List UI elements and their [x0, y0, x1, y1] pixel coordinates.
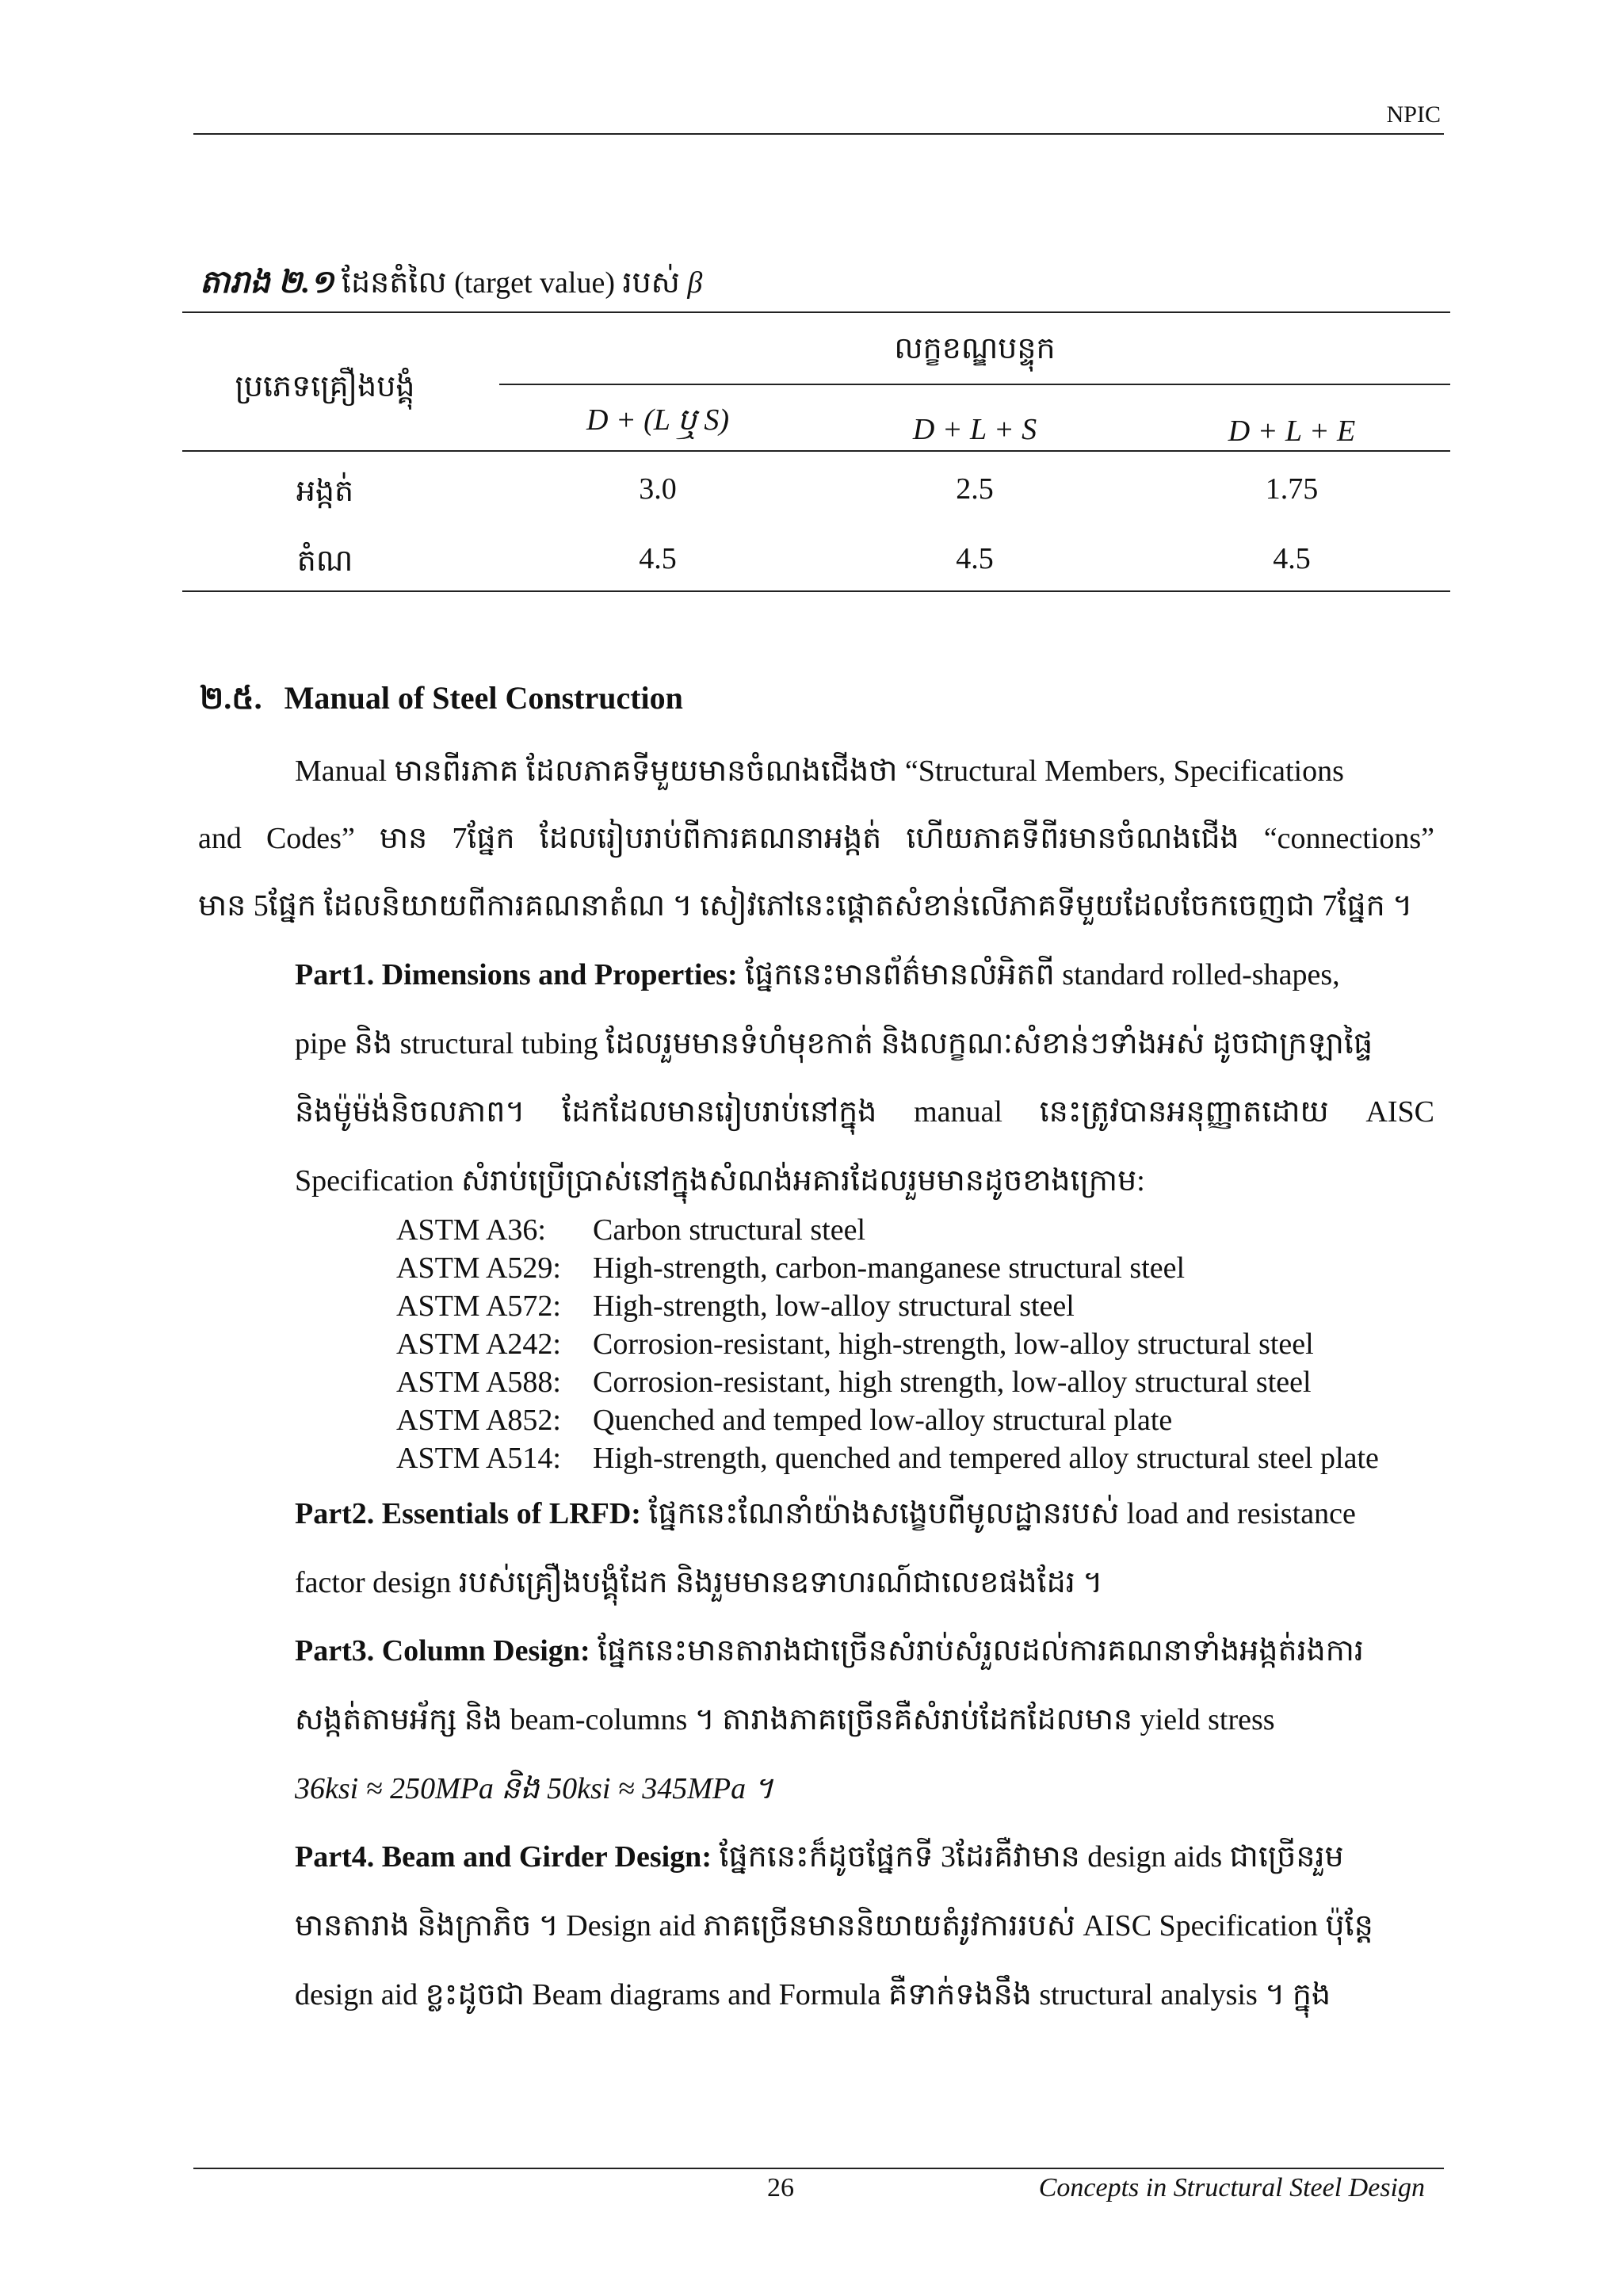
table-top-rule — [182, 311, 1450, 313]
table-group-rule — [499, 384, 1450, 385]
table-bottom-rule — [182, 590, 1450, 592]
part1-text: ផ្នែកនេះមានព័ត៌មានលំអិតពី standard rolled-shapes, — [737, 958, 1340, 991]
part4-line: design aid ខ្លះដូចជា Beam diagrams and Formula គឺទាក់ទងនឹង structural analysis ។ ក្នុង — [295, 1978, 1331, 2011]
part2-line — [295, 1494, 1434, 1538]
table-caption-symbol: β — [687, 266, 703, 300]
section-number: ២.៥. — [200, 680, 262, 716]
intro-line: and Codes” មាន 7ផ្នែក ដែលរៀបរាប់ពីការគណនាអង្កត់ ហើយភាគទីពីរមានចំណងជើង “connections” — [198, 822, 1434, 855]
table-col-header-2: D + L + S — [912, 413, 1037, 446]
intro-line: Manual មានពីរភាគ ដែលភាគទីមួយមានចំណងជើងថា “Structural Members, Specifications — [295, 755, 1344, 788]
section-title: Manual of Steel Construction — [284, 680, 683, 716]
part1-line: និងម៉ូម៉ង់និចលភាព។ ដែកដែលមានរៀបរាប់នៅក្នុង manual នេះត្រូវបានអនុញ្ញាតដោយ AISC — [295, 1095, 1434, 1129]
part1-label: Part1. Dimensions and Properties: — [295, 958, 738, 991]
page-number: 26 — [767, 2173, 794, 2202]
book-title: Concepts in Structural Steel Design — [1038, 2173, 1425, 2202]
part4-text: ផ្នែកនេះក៏ដូចផ្នែកទី 3ដែរគឺវាមាន design aids ជាច្រើនរួម — [711, 1840, 1344, 1874]
part1-line: Specification សំរាប់ប្រើប្រាស់នៅក្នុងសំណង់អគារដែលរួមមានដូចខាងក្រោម: — [295, 1164, 1145, 1198]
table-row-header: ប្រភេទគ្រឿងបង្គុំ — [235, 370, 415, 403]
steel-item: ASTM A36: Carbon structural steel — [396, 1213, 866, 1247]
table-cell: 3.0 — [639, 472, 677, 506]
part3-line — [295, 1631, 1434, 1675]
steel-item: ASTM A572: High-strength, low-alloy structural steel — [396, 1289, 1075, 1323]
part4-line — [295, 1837, 1434, 1881]
header-org: NPIC — [1386, 101, 1441, 128]
header-rule — [193, 133, 1444, 135]
steel-item: ASTM A852: Quenched and temped low-alloy structural plate — [396, 1404, 1173, 1437]
part2-line: factor design របស់គ្រឿងបង្គុំដែក និងរួមមានឧទាហរណ៍ជាលេខផងដែរ ។ — [295, 1566, 1103, 1599]
table-col-header-1: D + (L ឬ S) — [586, 403, 729, 437]
part3-label: Part3. Column Design: — [295, 1634, 590, 1668]
part4-label: Part4. Beam and Girder Design: — [295, 1840, 712, 1874]
table-caption-number: តារាង ២.១ — [200, 264, 334, 300]
table-row-label: អង្កត់ — [296, 475, 354, 508]
part1-line — [295, 955, 1434, 999]
intro-line: មាន 5ផ្នែក ដែលនិយាយពីការគណនាតំណ ។ សៀវភៅនេះផ្តោតសំខាន់លើភាគទីមួយដែលចែកចេញជា 7ផ្នែក ។ — [198, 889, 1413, 923]
table-cell: 1.75 — [1265, 472, 1319, 506]
table-group-header: លក្ខខណ្ឌបន្ទុក — [894, 332, 1056, 365]
table-header-rule — [182, 450, 1450, 452]
table-cell: 4.5 — [956, 542, 994, 575]
table-col-header-3: D + L + E — [1228, 415, 1356, 448]
table-cell: 4.5 — [639, 542, 677, 575]
section-heading — [200, 678, 683, 724]
table-cell: 4.5 — [1273, 542, 1311, 575]
table-caption — [200, 262, 702, 308]
steel-item: ASTM A529: High-strength, carbon-manganese structural steel — [396, 1251, 1186, 1285]
part3-line: សង្កត់តាមអ័ក្ស និង beam-columns ។ តារាងភាគច្រើនគឺសំរាប់ដែកដែលមាន yield stress — [295, 1703, 1275, 1736]
part1-line: pipe និង structural tubing ដែលរួមមានទំហំមុខកាត់ និងលក្ខណៈសំខាន់ៗទាំងអស់ ដូចជាក្រឡាផ្ទៃ — [295, 1027, 1373, 1060]
table-row-label: តំណ — [296, 544, 353, 578]
steel-item: ASTM A588: Corrosion-resistant, high strength, low-alloy structural steel — [396, 1366, 1312, 1399]
table-caption-text: ដែនតំលៃ (target value) របស់ — [341, 266, 680, 300]
part3-line: 36ksi ≈ 250MPa និង 50ksi ≈ 345MPa ។ — [295, 1772, 773, 1805]
table-cell: 2.5 — [956, 472, 994, 506]
part2-text: ផ្នែកនេះណែនាំយ៉ាងសង្ខេបពីមូលដ្ឋានរបស់ load and resistance — [640, 1497, 1356, 1530]
part3-text: ផ្នែកនេះមានតារាងជាច្រើនសំរាប់សំរួលដល់ការគណនាទាំងអង្កត់រងការ — [590, 1634, 1364, 1668]
part2-label: Part2. Essentials of LRFD: — [295, 1497, 641, 1530]
steel-item: ASTM A242: Corrosion-resistant, high-strength, low-alloy structural steel — [396, 1328, 1314, 1361]
steel-item: ASTM A514: High-strength, quenched and tempered alloy structural steel plate — [396, 1442, 1379, 1475]
part4-line: មានតារាង និងក្រាភិច ។ Design aid ភាគច្រើនមាននិយាយតំរូវការរបស់ AISC Specification ប៉ុន្តែ — [295, 1909, 1373, 1943]
footer-rule — [193, 2168, 1444, 2169]
